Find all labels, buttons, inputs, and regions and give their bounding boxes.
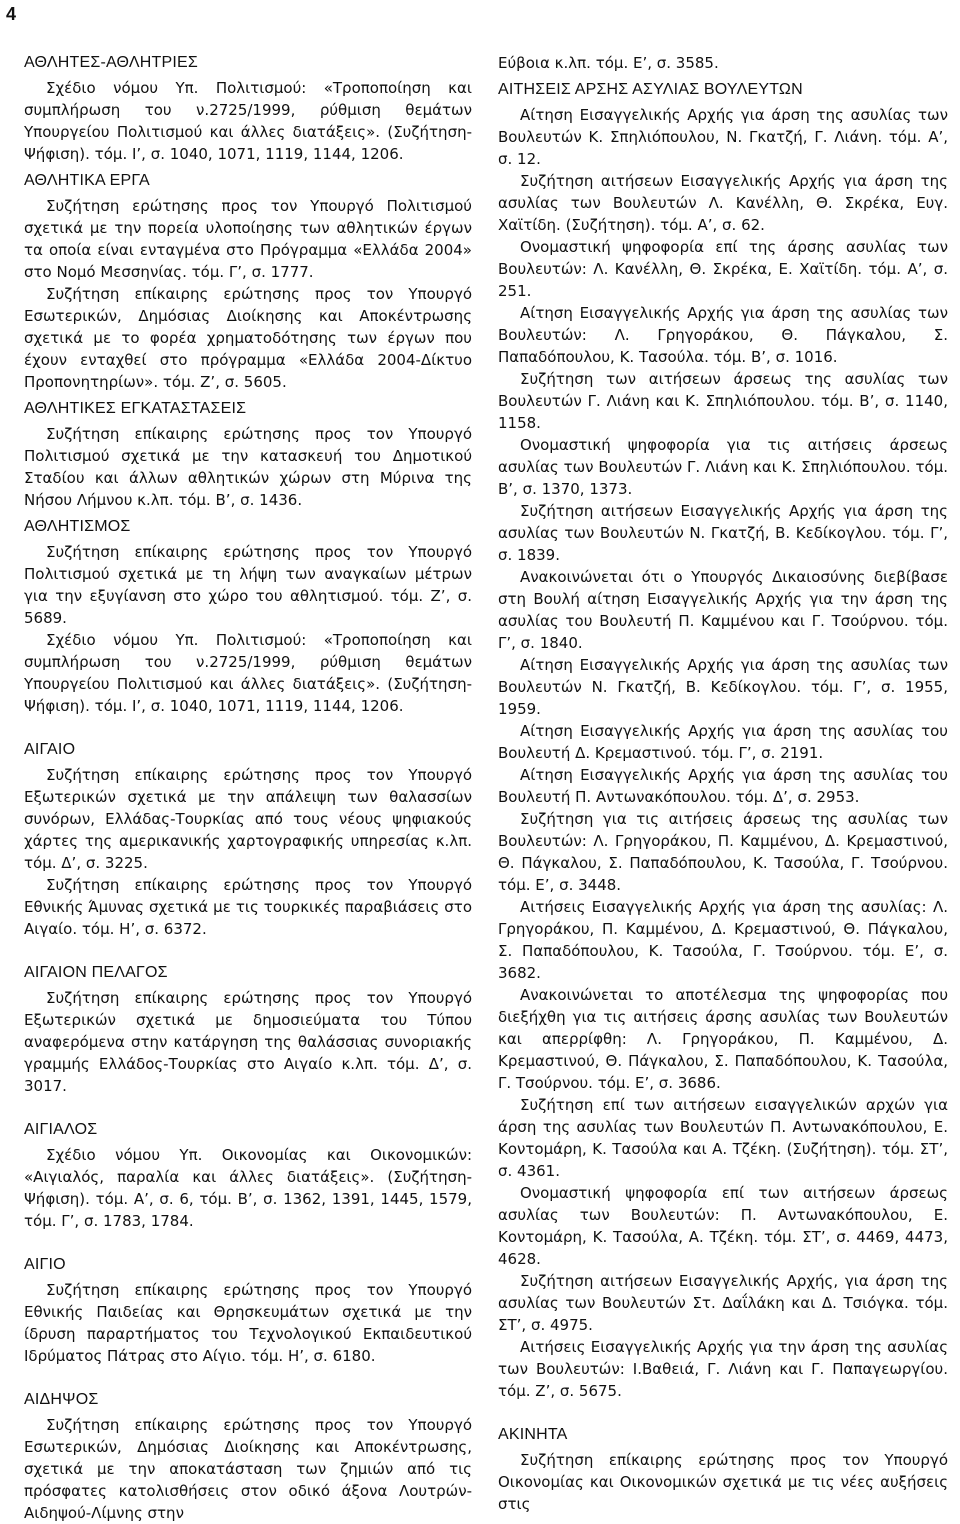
index-entry: Σχέδιο νόμου Υπ. Πολιτισμού: «Τροποποίηση και συμπλήρωση του ν.2725/1999, ρύθμιση θεμάτων Υπουργείου Πολιτισμού και άλλες διατάξεις». (Συζήτηση-Ψήφιση). τόμ. Ι’, σ. 1040, 1071, 1119, 1144, 1206. <box>24 631 472 715</box>
index-entry: Αίτηση Εισαγγελικής Αρχής για άρση της ασυλίας των Βουλευτών Κ. Σπηλιόπουλου, Ν. Γκατζή, Γ. Λιάνη. τόμ. Α’, σ. 12. <box>498 106 948 168</box>
section-heading: ΑΙΔΗΨΟΣ <box>24 1391 99 1408</box>
index-entry: Συζήτηση ερώτησης προς τον Υπουργό Πολιτισμού σχετικά με την πορεία υλοποίησης των αθλητικών έργων τα οποία είναι ενταγμένα στο Πρόγραμμα «Ελλάδα 2004» στο Νομό Μεσσηνίας. τόμ. Γ’, σ. 1777. <box>24 197 472 281</box>
index-entry: Συζήτηση επίκαιρης ερώτησης προς τον Υπουργό Εξωτερικών σχετικά με δημοσιεύματα του Τύπου αναφερόμενα στην κατάργηση της θαλάσσιας συνοριακής γραμμής Ελλάδος-Τουρκίας στο Αιγαίο κ.λπ. τόμ. Δ’, σ. 3017. <box>24 989 472 1095</box>
index-entry: Αίτηση Εισαγγελικής Αρχής για άρση της ασυλίας των Βουλευτών Ν. Γκατζή, Β. Κεδίκογλου. τόμ. Γ’, σ. 1955, 1959. <box>498 656 948 718</box>
section-heading: ΑΘΛΗΤΕΣ-ΑΘΛΗΤΡΙΕΣ <box>24 54 198 71</box>
section-heading: ΑΙΓΑΙΟΝ ΠΕΛΑΓΟΣ <box>24 964 168 981</box>
index-entry: Συζήτηση επίκαιρης ερώτησης προς τον Υπουργό Εθνικής Άμυνας σχετικά με τις τουρκικές παραβιάσεις στο Αιγαίο. τόμ. Η’, σ. 6372. <box>24 876 472 938</box>
section-heading: ΑΘΛΗΤΙΚΑ ΕΡΓΑ <box>24 172 150 189</box>
index-entry: Σχέδιο νόμου Υπ. Πολιτισμού: «Τροποποίηση και συμπλήρωση του ν.2725/1999, ρύθμιση θεμάτων Υπουργείου Πολιτισμού και άλλες διατάξεις». (Συζήτηση-Ψήφιση). τόμ. Ι’, σ. 1040, 1071, 1119, 1144, 1206. <box>24 79 472 163</box>
section-heading: ΑΙΤΗΣΕΙΣ ΑΡΣΗΣ ΑΣΥΛΙΑΣ ΒΟΥΛΕΥΤΩΝ <box>498 81 803 98</box>
index-entry: Συζήτηση αιτήσεων Εισαγγελικής Αρχής, για άρση της ασυλίας των Βουλευτών Στ. Δαΐλάκη και Δ. Τσιόγκα. τόμ. ΣΤ’, σ. 4975. <box>498 1272 948 1334</box>
index-entry: Ονομαστική ψηφοφορία επί των αιτήσεων άρσεως ασυλίας των Βουλευτών: Π. Αντωνακόπουλου, Ε. Κοντομάρη, Κ. Τασούλα, Α. Τζέκη. τόμ. ΣΤ’, σ. 4469, 4473, 4628. <box>498 1184 948 1268</box>
page-number: 4 <box>6 4 17 24</box>
section-heading: ΑΙΓΑΙΟ <box>24 741 76 758</box>
index-entry: Συζήτηση επίκαιρης ερώτησης προς τον Υπουργό Εσωτερικών, Δημόσιας Διοίκησης και Αποκέντρωσης σχετικά με το φορέα χρηματοδότησης των έργων που έχουν ενταχθεί στο πρόγραμμα «Ελλάδα 2004-Δίκτυο Προπονητηρίων». τόμ. Ζ’, σ. 5605. <box>24 285 472 391</box>
index-entry: Αιτήσεις Εισαγγελικής Αρχής για την άρση της ασυλίας των Βουλευτών: Ι.Βαθειά, Γ. Λιάνη και Γ. Παπαγεωργίου. τόμ. Ζ’, σ. 5675. <box>498 1338 948 1400</box>
index-entry: Ονομαστική ψηφοφορία για τις αιτήσεις άρσεως ασυλίας των Βουλευτών Γ. Λιάνη και Κ. Σπηλιόπουλου. τόμ. Β’, σ. 1370, 1373. <box>498 436 948 498</box>
index-entry: Αίτηση Εισαγγελικής Αρχής για άρση της ασυλίας του Βουλευτή Π. Αντωνακόπουλου. τόμ. Δ’, σ. 2953. <box>498 766 948 806</box>
index-entry: Ονομαστική ψηφοφορία επί της άρσης ασυλίας των Βουλευτών: Λ. Κανέλλη, Θ. Σκρέκα, Ε. Χαϊτίδη. τόμ. Α’, σ. 251. <box>498 238 948 300</box>
index-entry: Συζήτηση επίκαιρης ερώτησης προς τον Υπουργό Εξωτερικών σχετικά με την απάλειψη των θαλασσίων συνόρων, Ελλάδας-Τουρκίας από τους νέους ψηφιακούς χάρτες της αμερικανικής χαρτογραφικής υπηρεσίας κ.λπ. τόμ. Δ’, σ. 3225. <box>24 766 472 872</box>
index-entry: Ανακοινώνεται το αποτέλεσμα της ψηφοφορίας που διεξήχθη για τις αιτήσεις άρσης ασυλίας των Βουλευτών και απερρίφθη: Λ. Γρηγοράκου, Π. Καμμένου, Δ. Κρεμαστινού, Θ. Πάγκαλου, Σ. Παπαδόπουλου, Κ. Τασούλα, Γ. Τσούρνου. τόμ. Ε’, σ. 3686. <box>498 986 948 1092</box>
section-heading: ΑΚΙΝΗΤΑ <box>498 1426 568 1443</box>
index-entry: Συζήτηση των αιτήσεων άρσεως της ασυλίας των Βουλευτών Γ. Λιάνη και Κ. Σπηλιόπουλου. τόμ. Β’, σ. 1140, 1158. <box>498 370 948 432</box>
left-column <box>24 52 472 1524</box>
index-entry: Εύβοια κ.λπ. τόμ. Ε’, σ. 3585. <box>498 54 719 72</box>
index-entry: Συζήτηση επίκαιρης ερώτησης προς τον Υπουργό Εσωτερικών, Δημόσιας Διοίκησης και Αποκέντρωσης, σχετικά με την αποκατάσταση των ζημιών από τις πρόσφατες κατολισθήσεις στον οδικό άξονα Λουτρών-Αιδηψού-Λίμνης στην <box>24 1416 472 1522</box>
right-column <box>498 52 948 1515</box>
section-heading: ΑΘΛΗΤΙΚΕΣ ΕΓΚΑΤΑΣΤΑΣΕΙΣ <box>24 400 247 417</box>
index-entry: Αίτηση Εισαγγελικής Αρχής για άρση της ασυλίας του Βουλευτή Δ. Κρεμαστινού. τόμ. Γ’, σ. 2191. <box>498 722 948 762</box>
section-heading: ΑΙΓΙΟ <box>24 1256 66 1273</box>
index-entry: Αίτηση Εισαγγελικής Αρχής για άρση της ασυλίας των Βουλευτών: Λ. Γρηγοράκου, Θ. Πάγκαλου, Σ. Παπαδόπουλου, Κ. Τασούλα. τόμ. Β’, σ. 1016. <box>498 304 948 366</box>
section-heading: ΑΙΓΙΑΛΟΣ <box>24 1121 98 1138</box>
index-entry: Συζήτηση αιτήσεων Εισαγγελικής Αρχής για άρση της ασυλίας των Βουλευτών Λ. Κανέλλη, Θ. Σκρέκα, Ευγ. Χαϊτίδη. (Συζήτηση). τόμ. Α’, σ. 62. <box>498 172 948 234</box>
index-entry: Συζήτηση αιτήσεων Εισαγγελικής Αρχής για άρση της ασυλίας των Βουλευτών Ν. Γκατζή, Β. Κεδίκογλου. τόμ. Γ’, σ. 1839. <box>498 502 948 564</box>
index-entry: Συζήτηση επίκαιρης ερώτησης προς τον Υπουργό Εθνικής Παιδείας και Θρησκευμάτων σχετικά με την ίδρυση παραρτήματος του Τεχνολογικού Εκπαιδευτικού Ιδρύματος Πάτρας στο Αίγιο. τόμ. Η’, σ. 6180. <box>24 1281 472 1365</box>
index-entry: Αιτήσεις Εισαγγελικής Αρχής για άρση της ασυλίας: Λ. Γρηγοράκου, Π. Καμμένου, Δ. Κρεμαστινού, Θ. Πάγκαλου, Σ. Παπαδόπουλου, Κ. Τασούλα, Γ. Τσούρνου. τόμ. Ε’, σ. 3682. <box>498 898 948 982</box>
section-heading: ΑΘΛΗΤΙΣΜΟΣ <box>24 518 131 535</box>
index-entry: Συζήτηση επίκαιρης ερώτησης προς τον Υπουργό Πολιτισμού σχετικά με τη λήψη των αναγκαίων μέτρων για την εξυγίανση στο χώρο του αθλητισμού. τόμ. Ζ’, σ. 5689. <box>24 543 472 627</box>
index-entry: Συζήτηση επί των αιτήσεων εισαγγελικών αρχών για άρση της ασυλίας των Βουλευτών Π. Αντωνακόπουλου, Ε. Κοντομάρη, Κ. Τασούλα και Α. Τζέκη. (Συζήτηση). τόμ. ΣΤ’, σ. 4361. <box>498 1096 948 1180</box>
index-entry: Ανακοινώνεται ότι ο Υπουργός Δικαιοσύνης διεβίβασε στη Βουλή αίτηση Εισαγγελικής Αρχής για την άρση της ασυλίας του Βουλευτή Π. Καμμένου και Γ. Τσούρνου. τόμ. Γ’, σ. 1840. <box>498 568 948 652</box>
index-entry: Συζήτηση επίκαιρης ερώτησης προς τον Υπουργό Οικονομίας και Οικονομικών σχετικά με τις νέες αυξήσεις στις <box>498 1451 948 1513</box>
index-entry: Συζήτηση επίκαιρης ερώτησης προς τον Υπουργό Πολιτισμού σχετικά με την κατασκευή του Δημοτικού Σταδίου και άλλων αθλητικών χώρων στη Μύρινα της Νήσου Λήμνου κ.λπ. τόμ. Β’, σ. 1436. <box>24 425 472 509</box>
index-entry: Συζήτηση για τις αιτήσεις άρσεως της ασυλίας των Βουλευτών: Λ. Γρηγοράκου, Π. Καμμένου, Δ. Κρεμαστινού, Θ. Πάγκαλου, Σ. Παπαδόπουλου, Κ. Τασούλα, Γ. Τσούρνου. τόμ. Ε’, σ. 3448. <box>498 810 948 894</box>
index-entry: Σχέδιο νόμου Υπ. Οικονομίας και Οικονομικών: «Αιγιαλός, παραλία και άλλες διατάξεις». (Συζήτηση-Ψήφιση). τόμ. Α’, σ. 6, τόμ. Β’, σ. 1362, 1391, 1445, 1579, τόμ. Γ’, σ. 1783, 1784. <box>24 1146 472 1230</box>
